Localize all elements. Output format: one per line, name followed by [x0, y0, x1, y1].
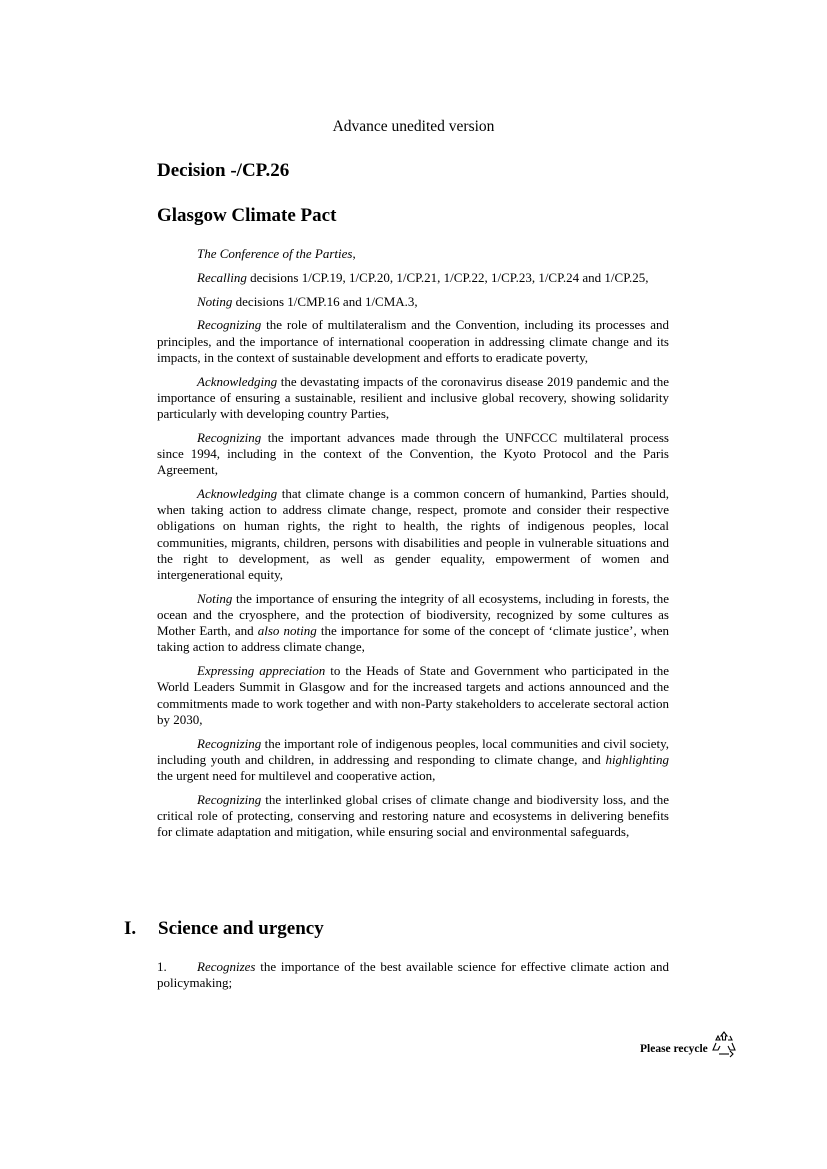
recycle-text: Please recycle — [640, 1043, 708, 1055]
section-number: I. — [124, 918, 137, 939]
preamble-paragraph: The Conference of the Parties, — [197, 246, 356, 261]
section-title: Science and urgency — [158, 918, 324, 939]
decision-number: Decision -/CP.26 — [157, 160, 290, 181]
preamble-paragraph: Recognizing the important role of indigenous peoples, local communities and civil society, including youth and children, in addressing and responding to climate change, and highlighting the urgent need for multilevel and cooperative action, — [157, 735, 669, 784]
preamble-paragraph: Acknowledging the devastating impacts of the coronavirus disease 2019 pandemic and the importance of ensuring a sustainable, resilient and inclusive global recovery, showing solidarity particularly with developing country Parties, — [157, 373, 669, 421]
recycle-icon — [710, 1030, 738, 1058]
preamble — [157, 246, 669, 848]
preamble-paragraph: Recognizing the interlinked global crises of climate change and biodiversity loss, and the critical role of protecting, conserving and restoring nature and ecosystems in delivering benefits for climate adaptation and mitigation, while ensuring social and environmental safeguards, — [157, 791, 669, 840]
numbered-paragraph: 1. Recognizes the importance of the best available science for effective climate action and policymaking; — [157, 959, 669, 991]
preamble-paragraph: Recognizing the role of multilateralism and the Convention, including its processes and principles, and the importance of international cooperation in addressing climate change and its impacts, in the context of sustainable development and efforts to eradicate poverty, — [157, 317, 669, 365]
preamble-paragraph: Expressing appreciation to the Heads of State and Government who participated in the World Leaders Summit in Glasgow and for the increased targets and actions announced and the commitments made to work together and with non-Party stakeholders to accelerate sectoral action by 2030, — [157, 663, 669, 727]
preamble-paragraph: Recognizing the important advances made through the UNFCCC multilateral process since 1994, including in the context of the Convention, the Kyoto Protocol and the Paris Agreement, — [157, 429, 669, 478]
preamble-paragraph: Noting decisions 1/CMP.16 and 1/CMA.3, — [197, 293, 418, 309]
section-heading — [124, 918, 324, 940]
recycle-notice — [640, 1030, 738, 1058]
preamble-paragraph: Acknowledging that climate change is a common concern of humankind, Parties should, when taking action to address climate change, respect, promote and consider their respective obligations on human rights, the right to health, the rights of indigenous peoples, local communities, migrants, children, persons with disabilities and people in vulnerable situations and the right to development, as well as gender equality, empowerment of women and intergenerational equity, — [157, 486, 669, 583]
preamble-paragraph: Noting the importance of ensuring the integrity of all ecosystems, including in forests, the ocean and the cryosphere, and the protection of biodiversity, recognized by some cultures as Mother Earth, and also noting the importance for some of the concept of ‘climate justice’, when taking action to address climate change, — [157, 590, 669, 655]
document-title: Glasgow Climate Pact — [157, 205, 337, 226]
paragraph-number: 1. — [157, 959, 167, 974]
preamble-paragraph: Recalling decisions 1/CP.19, 1/CP.20, 1/CP.21, 1/CP.22, 1/CP.23, 1/CP.24 and 1/CP.25, — [197, 269, 649, 285]
version-label: Advance unedited version — [332, 118, 495, 135]
